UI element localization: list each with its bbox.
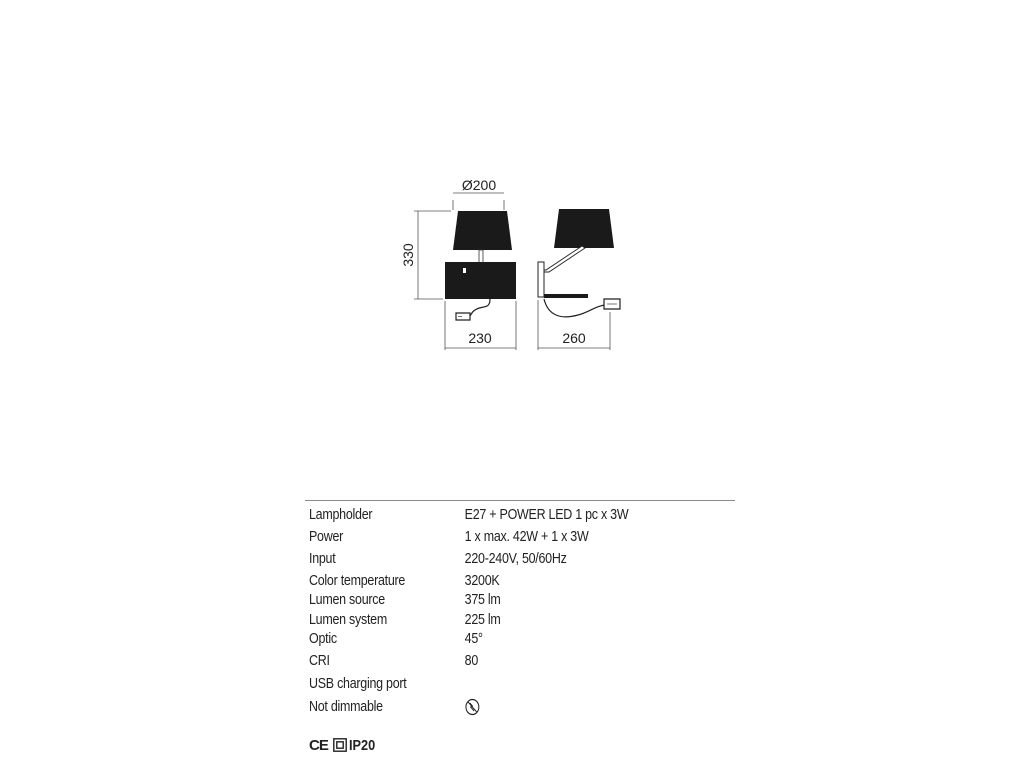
spec-row — [309, 549, 670, 569]
spec-value: 375 lm — [464, 592, 501, 608]
side-view — [538, 209, 620, 317]
spec-row — [309, 674, 670, 694]
spec-row — [309, 590, 670, 610]
spec-label: Color temperature — [309, 573, 406, 589]
spec-value: 45° — [464, 631, 483, 647]
spec-row — [309, 505, 670, 525]
diameter-label: Ø200 — [461, 177, 497, 193]
side-depth-dimension — [538, 300, 610, 350]
spec-row — [309, 527, 670, 547]
not-dimmable-icon — [465, 698, 480, 716]
side-lamp-arm — [540, 246, 585, 272]
height-dimension — [400, 211, 451, 299]
front-width-label: 230 — [468, 330, 492, 346]
spec-label: Not dimmable — [309, 699, 383, 715]
certification-row — [309, 735, 380, 755]
spec-label: CRI — [309, 653, 330, 669]
diameter-dimension — [453, 177, 504, 210]
front-lamp-shade — [453, 211, 512, 250]
ip-rating: IP20 — [348, 736, 376, 754]
spec-value: 220-240V, 50/60Hz — [464, 551, 567, 567]
side-base-shelf — [544, 294, 588, 298]
spec-value: 80 — [464, 653, 479, 669]
side-depth-label: 260 — [562, 330, 586, 346]
front-width-dimension — [445, 301, 516, 350]
spec-value: E27 + POWER LED 1 pc x 3W — [464, 507, 629, 523]
class-ii-icon — [333, 738, 347, 752]
spec-row — [309, 651, 670, 671]
spec-row — [309, 629, 670, 649]
side-lamp-shade — [554, 209, 614, 248]
spec-divider — [305, 500, 735, 501]
spec-row — [309, 697, 670, 717]
spec-label: Input — [309, 551, 336, 567]
spec-label: Lumen system — [309, 612, 387, 628]
side-flexible-arm — [544, 299, 605, 317]
front-flexible-arm — [468, 299, 490, 317]
spec-label: Optic — [309, 631, 337, 647]
spec-value: 225 lm — [464, 612, 501, 628]
height-label: 330 — [400, 243, 416, 267]
front-switch — [463, 268, 466, 273]
spec-row — [309, 571, 670, 591]
side-wall-plate — [538, 262, 544, 297]
ce-mark: CE — [309, 736, 328, 754]
front-wall-box — [445, 262, 516, 299]
spec-label: Power — [309, 529, 344, 545]
spec-label: Lumen source — [309, 592, 385, 608]
spec-label: Lampholder — [309, 507, 373, 523]
spec-label: USB charging port — [309, 676, 407, 692]
front-view — [445, 211, 516, 320]
spec-value: 1 x max. 42W + 1 x 3W — [464, 529, 589, 545]
spec-row — [309, 610, 670, 630]
spec-value: 3200K — [464, 573, 500, 589]
